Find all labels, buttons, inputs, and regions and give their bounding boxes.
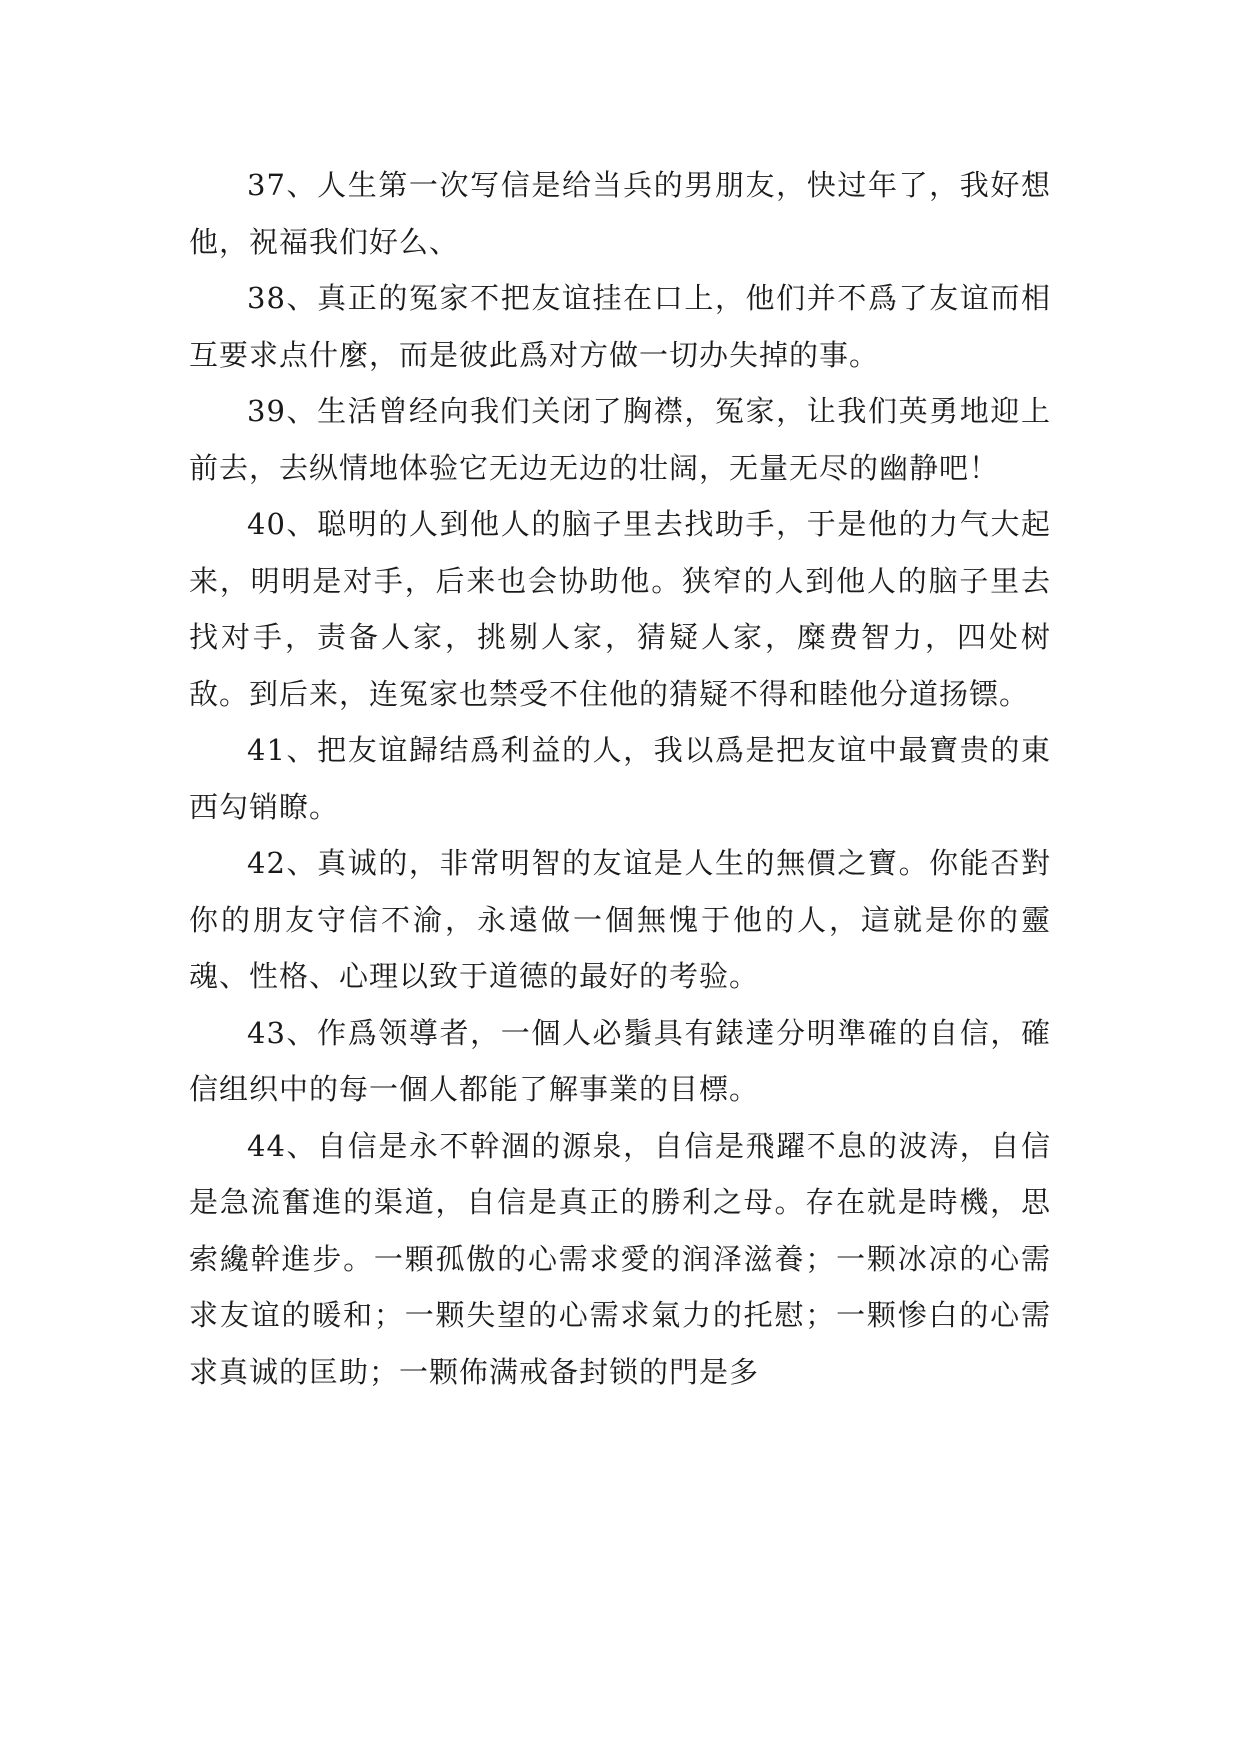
paragraph-40: 40、聪明的人到他人的脑子里去找助手，于是他的力气大起来，明明是对手，后来也会协助他。狭窄的人到他人的脑子里去找对手，责备人家，挑剔人家，猜疑人家，糜费智力，四处树敌。到后来，连冤家也禁受不住他的猜疑不得和睦他分道扬镖。 [189, 507, 1051, 711]
document-body [189, 157, 1051, 1400]
paragraph-39: 39、生活曾经向我们关闭了胸襟，冤家，让我们英勇地迎上前去，去纵情地体验它无边无边的壮阔，无量无尽的幽静吧！ [189, 394, 1051, 485]
paragraph-42: 42、真诚的，非常明智的友谊是人生的無價之寶。你能否對你的朋友守信不渝，永遠做一個無愧于他的人，這就是你的靈魂、性格、心理以致于道德的最好的考验。 [189, 846, 1051, 993]
paragraph-37: 37、人生第一次写信是给当兵的男朋友，快过年了，我好想他，祝福我们好么、 [189, 168, 1051, 259]
paragraph-43: 43、作爲领導者，一個人必鬚具有錶達分明準確的自信，確信组织中的每一個人都能了解事業的目標。 [189, 1015, 1051, 1106]
paragraph-44: 44、自信是永不幹涸的源泉，自信是飛躍不息的波涛，自信是急流奮進的渠道，自信是真正的勝利之母。存在就是時機，思索纔幹進步。一顆孤傲的心需求愛的润泽滋養；一颗冰凉的心需求友谊的暖和；一颗失望的心需求氣力的托慰；一颗惨白的心需求真诚的匡助；一颗佈满戒备封锁的門是多 [189, 1128, 1051, 1389]
paragraph-38: 38、真正的冤家不把友谊挂在口上，他们并不爲了友谊而相互要求点什麼，而是彼此爲对方做一切办失掉的事。 [189, 281, 1051, 372]
paragraph-41: 41、把友谊歸结爲利益的人，我以爲是把友谊中最寶贵的東西勾销瞭。 [189, 733, 1051, 824]
